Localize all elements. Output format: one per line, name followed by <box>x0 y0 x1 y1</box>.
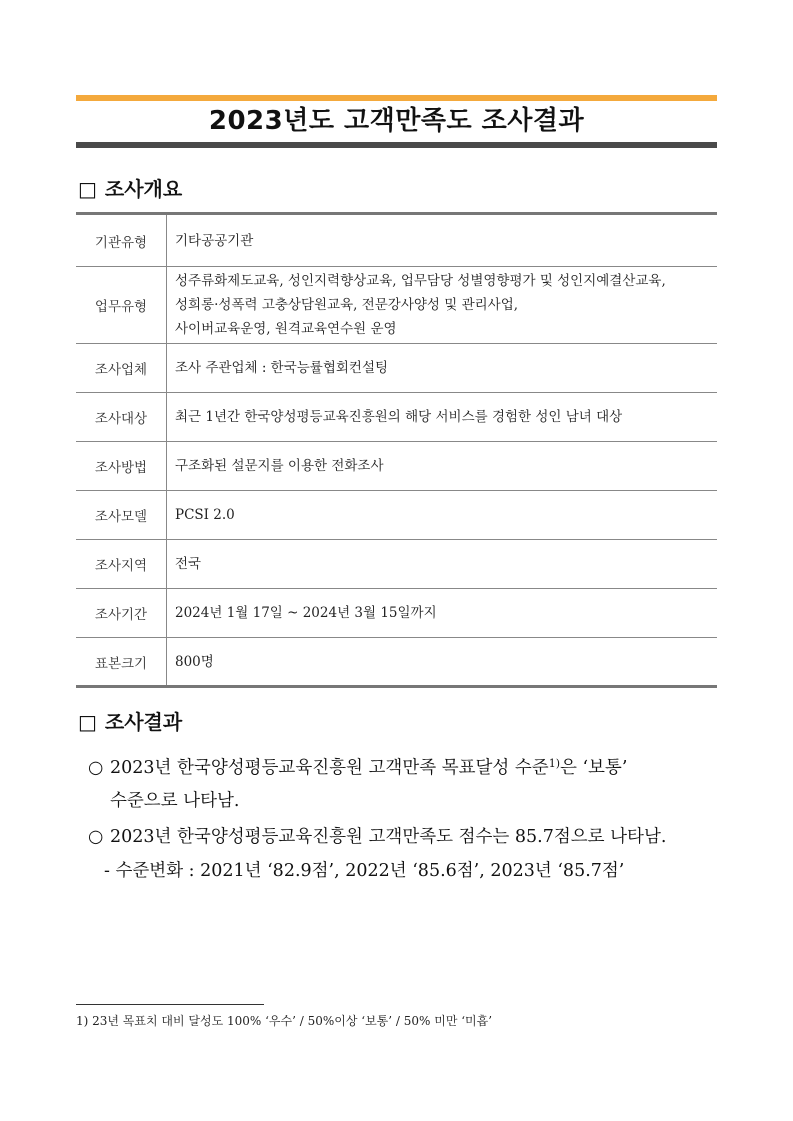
row-label: 조사방법 <box>76 442 167 491</box>
table-row <box>76 491 717 540</box>
overview-table <box>76 212 717 688</box>
row-value: 기타공공기관 <box>167 214 718 267</box>
row-label: 업무유형 <box>76 267 167 344</box>
row-value: 2024년 1월 17일 ~ 2024년 3월 15일까지 <box>167 589 718 638</box>
row-label: 조사모델 <box>76 491 167 540</box>
row-value: 전국 <box>167 540 718 589</box>
row-label: 조사대상 <box>76 393 167 442</box>
result-item-score: ○ 2023년 한국양성평등교육진흥원 고객만족도 점수는 85.7점으로 나타남. <box>88 821 720 854</box>
table-row <box>76 214 717 267</box>
document-title: 2023년도 고객만족도 조사결과 <box>208 106 585 136</box>
table-row <box>76 540 717 589</box>
row-value: 성주류화제도교육, 성인지력향상교육, 업무담당 성별영향평가 및 성인지예결산교육, 성희롱·성폭력 고충상담원교육, 전문강사양성 및 관리사업, 사이버교육운영, 원격교육연수원 운영 <box>167 267 718 344</box>
table-row <box>76 344 717 393</box>
title-bottom-bar <box>76 142 717 148</box>
row-value: 800명 <box>167 638 718 687</box>
row-label: 조사기간 <box>76 589 167 638</box>
row-value: 구조화된 설문지를 이용한 전화조사 <box>167 442 718 491</box>
row-value: PCSI 2.0 <box>167 491 718 540</box>
results-heading-text: 조사결과 <box>104 710 183 734</box>
footnote: 1) 23년 목표치 대비 달성도 100% ‘우수’ / 50%이상 ‘보통’ / 50% 미만 ‘미흡’ <box>76 1014 493 1028</box>
table-row <box>76 638 717 687</box>
footnote-divider <box>76 1004 264 1005</box>
row-value: 최근 1년간 한국양성평등교육진흥원의 해당 서비스를 경험한 성인 남녀 대상 <box>167 393 718 442</box>
overview-heading-text: 조사개요 <box>104 177 183 201</box>
row-label: 조사지역 <box>76 540 167 589</box>
checkbox-square-icon: □ <box>78 177 97 201</box>
row-label: 조사업체 <box>76 344 167 393</box>
table-row <box>76 267 717 344</box>
table-row <box>76 589 717 638</box>
row-label: 표본크기 <box>76 638 167 687</box>
circle-bullet-icon: ○ <box>88 827 104 847</box>
checkbox-square-icon: □ <box>78 710 97 734</box>
overview-heading <box>78 176 182 202</box>
table-row <box>76 442 717 491</box>
results-heading <box>78 709 182 735</box>
result-item-target-level: ○ 2023년 한국양성평등교육진흥원 고객만족 목표달성 수준$^{1)}$은 ‘보통’ 수준으로 나타남. <box>88 747 720 818</box>
row-value: 조사 주관업체 : 한국능률협회컨설팅 <box>167 344 718 393</box>
table-row <box>76 393 717 442</box>
footnote-ref: 1) <box>548 757 560 770</box>
result-score-trend: - 수준변화 : 2021년 ‘82.9점’, 2022년 ‘85.6점’, 2023년 ‘85.7점’ <box>104 861 625 881</box>
row-label: 기관유형 <box>76 214 167 267</box>
circle-bullet-icon: ○ <box>88 758 104 778</box>
